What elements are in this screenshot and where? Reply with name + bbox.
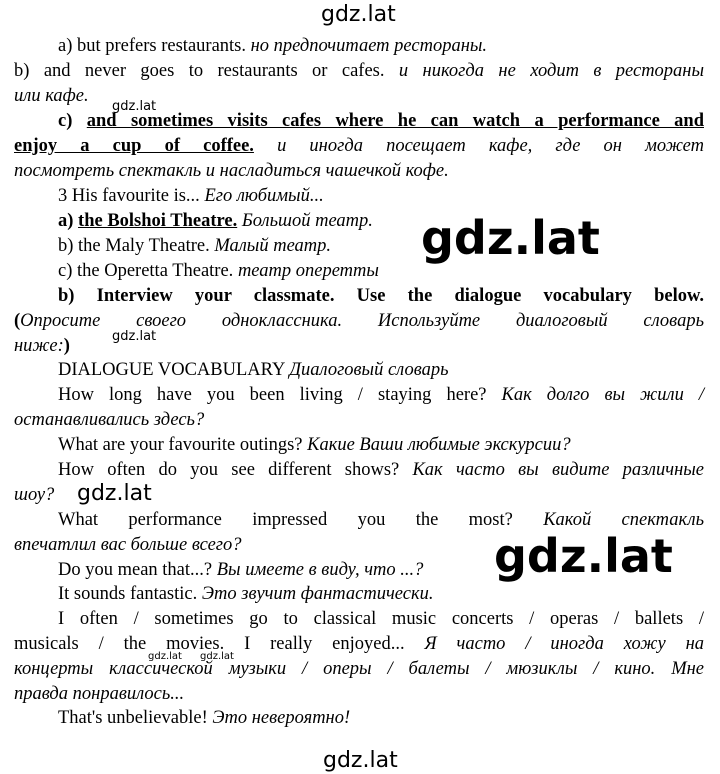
vocabulary-title-line [58,358,704,382]
vocabulary-title-english: DIALOGUE VOCABULARY [58,360,285,380]
task-b-line-1 [58,284,704,308]
watermark-top: gdz.lat [321,2,396,27]
watermark-large-2: gdz.lat [494,529,673,583]
question-3-english: 3 His favourite is... [58,186,200,206]
task-b-open-paren: ( [14,311,21,331]
answer-a-english: a) but prefers restaurants. [58,36,246,56]
vocab-7-english-1: I often / sometimes go to classical music concerts / operas / ballets / [58,609,704,629]
answer-c-russian-1: и иногда посещает кафе, где он может [277,136,704,156]
answer-c-line-1 [58,109,704,133]
vocab-7-line-2 [14,632,704,656]
watermark-medium-1: gdz.lat [77,481,152,506]
answer-c-english-1: and sometimes visits cafes where he can watch a performance and [86,111,704,131]
vocab-3-line-1 [58,458,704,482]
vocab-1-line-2 [14,408,704,432]
vocab-1-russian-2: останавливались здесь? [14,410,205,430]
vocab-2-line [58,433,704,457]
vocab-2-russian: Какие Ваши любимые экскурсии? [307,435,571,455]
answer-c-english-2: enjoy a cup of coffee. [14,136,254,156]
vocab-7-russian-1: Я часто / иногда хожу на [424,634,705,654]
vocab-1-line-1 [58,383,704,407]
vocab-3-english: How often do you see different shows? [58,460,400,480]
question-3-russian: Его любимый... [204,186,324,206]
vocab-6-english: It sounds fantastic. [58,584,198,604]
answer-c-russian-2: посмотреть спектакль и насладиться чашечкой кофе. [14,161,449,181]
vocab-8-english: That's unbelievable! [58,708,208,728]
option-b-line [58,234,704,258]
answer-a-line [58,34,704,58]
option-a-label: a) [58,211,74,231]
vocab-3-russian-2: шоу? [14,485,55,505]
vocab-7-russian-3: правда понравилось... [14,684,185,704]
vocab-4-russian-1: Какой спектакль [543,510,704,530]
vocab-3-russian-1: Как часто вы видите различные [412,460,704,480]
vocab-1-english: How long have you been living / staying here? [58,385,487,405]
vocab-8-russian: Это невероятно! [212,708,351,728]
watermark-small-1: gdz.lat [112,99,157,114]
option-a-line [58,209,704,233]
vocab-1-russian-1: Как долго вы жили / [501,385,704,405]
vocab-7-line-4 [14,682,704,706]
answer-b-line-1 [14,59,704,83]
vocab-8-line [58,706,704,730]
vocab-7-english-2: musicals / the movies. I really enjoyed... [14,634,405,654]
vocabulary-title-russian: Диалоговый словарь [289,360,449,380]
task-b-english: b) Interview your classmate. Use the dialogue vocabulary below. [58,286,704,306]
answer-b-english: b) and never goes to restaurants or cafes. [14,61,385,81]
option-a-russian: Большой театр. [241,211,373,231]
vocab-4-russian-2: впечатлил вас больше всего? [14,535,242,555]
option-c-russian: театр оперетты [237,261,379,281]
task-b-russian-2: ниже: [14,336,64,356]
task-b-russian-1: Опросите своего одноклассника. Используйте диалоговый словарь [20,311,704,331]
option-a-english: the Bolshoi Theatre. [78,211,238,231]
option-c-english: c) the Operetta Theatre. [58,261,234,281]
question-3-line [58,184,704,208]
answer-c-line-2 [14,134,704,158]
watermark-tiny-1: gdz.lat [148,651,182,662]
vocab-6-russian: Это звучит фантастически. [201,584,434,604]
watermark-tiny-2: gdz.lat [200,651,234,662]
vocab-7-russian-2: концерты классической музыки / оперы / балеты / мюзиклы / кино. Мне [14,659,704,679]
vocab-5-english: Do you mean that...? [58,560,213,580]
watermark-bottom: gdz.lat [323,748,398,773]
vocab-7-line-3 [14,657,704,681]
answer-b-russian-2: или кафе. [14,86,89,106]
watermark-large-1: gdz.lat [421,211,600,265]
option-b-english: b) the Maly Theatre. [58,236,210,256]
answer-a-russian: но предпочитает рестораны. [250,36,488,56]
vocab-7-line-1 [58,607,704,631]
answer-b-russian-1: и никогда не ходит в рестораны [398,61,705,81]
vocab-4-english: What performance impressed you the most? [58,510,513,530]
answer-c-line-3 [14,159,704,183]
answer-c-label: c) [58,111,73,131]
vocab-2-english: What are your favourite outings? [58,435,303,455]
option-b-russian: Малый театр. [214,236,332,256]
option-c-line [58,259,704,283]
vocab-6-line [58,582,704,606]
task-b-close-paren: ) [63,336,70,356]
watermark-small-2: gdz.lat [112,329,157,344]
vocab-5-russian: Вы имеете в виду, что ...? [216,560,424,580]
